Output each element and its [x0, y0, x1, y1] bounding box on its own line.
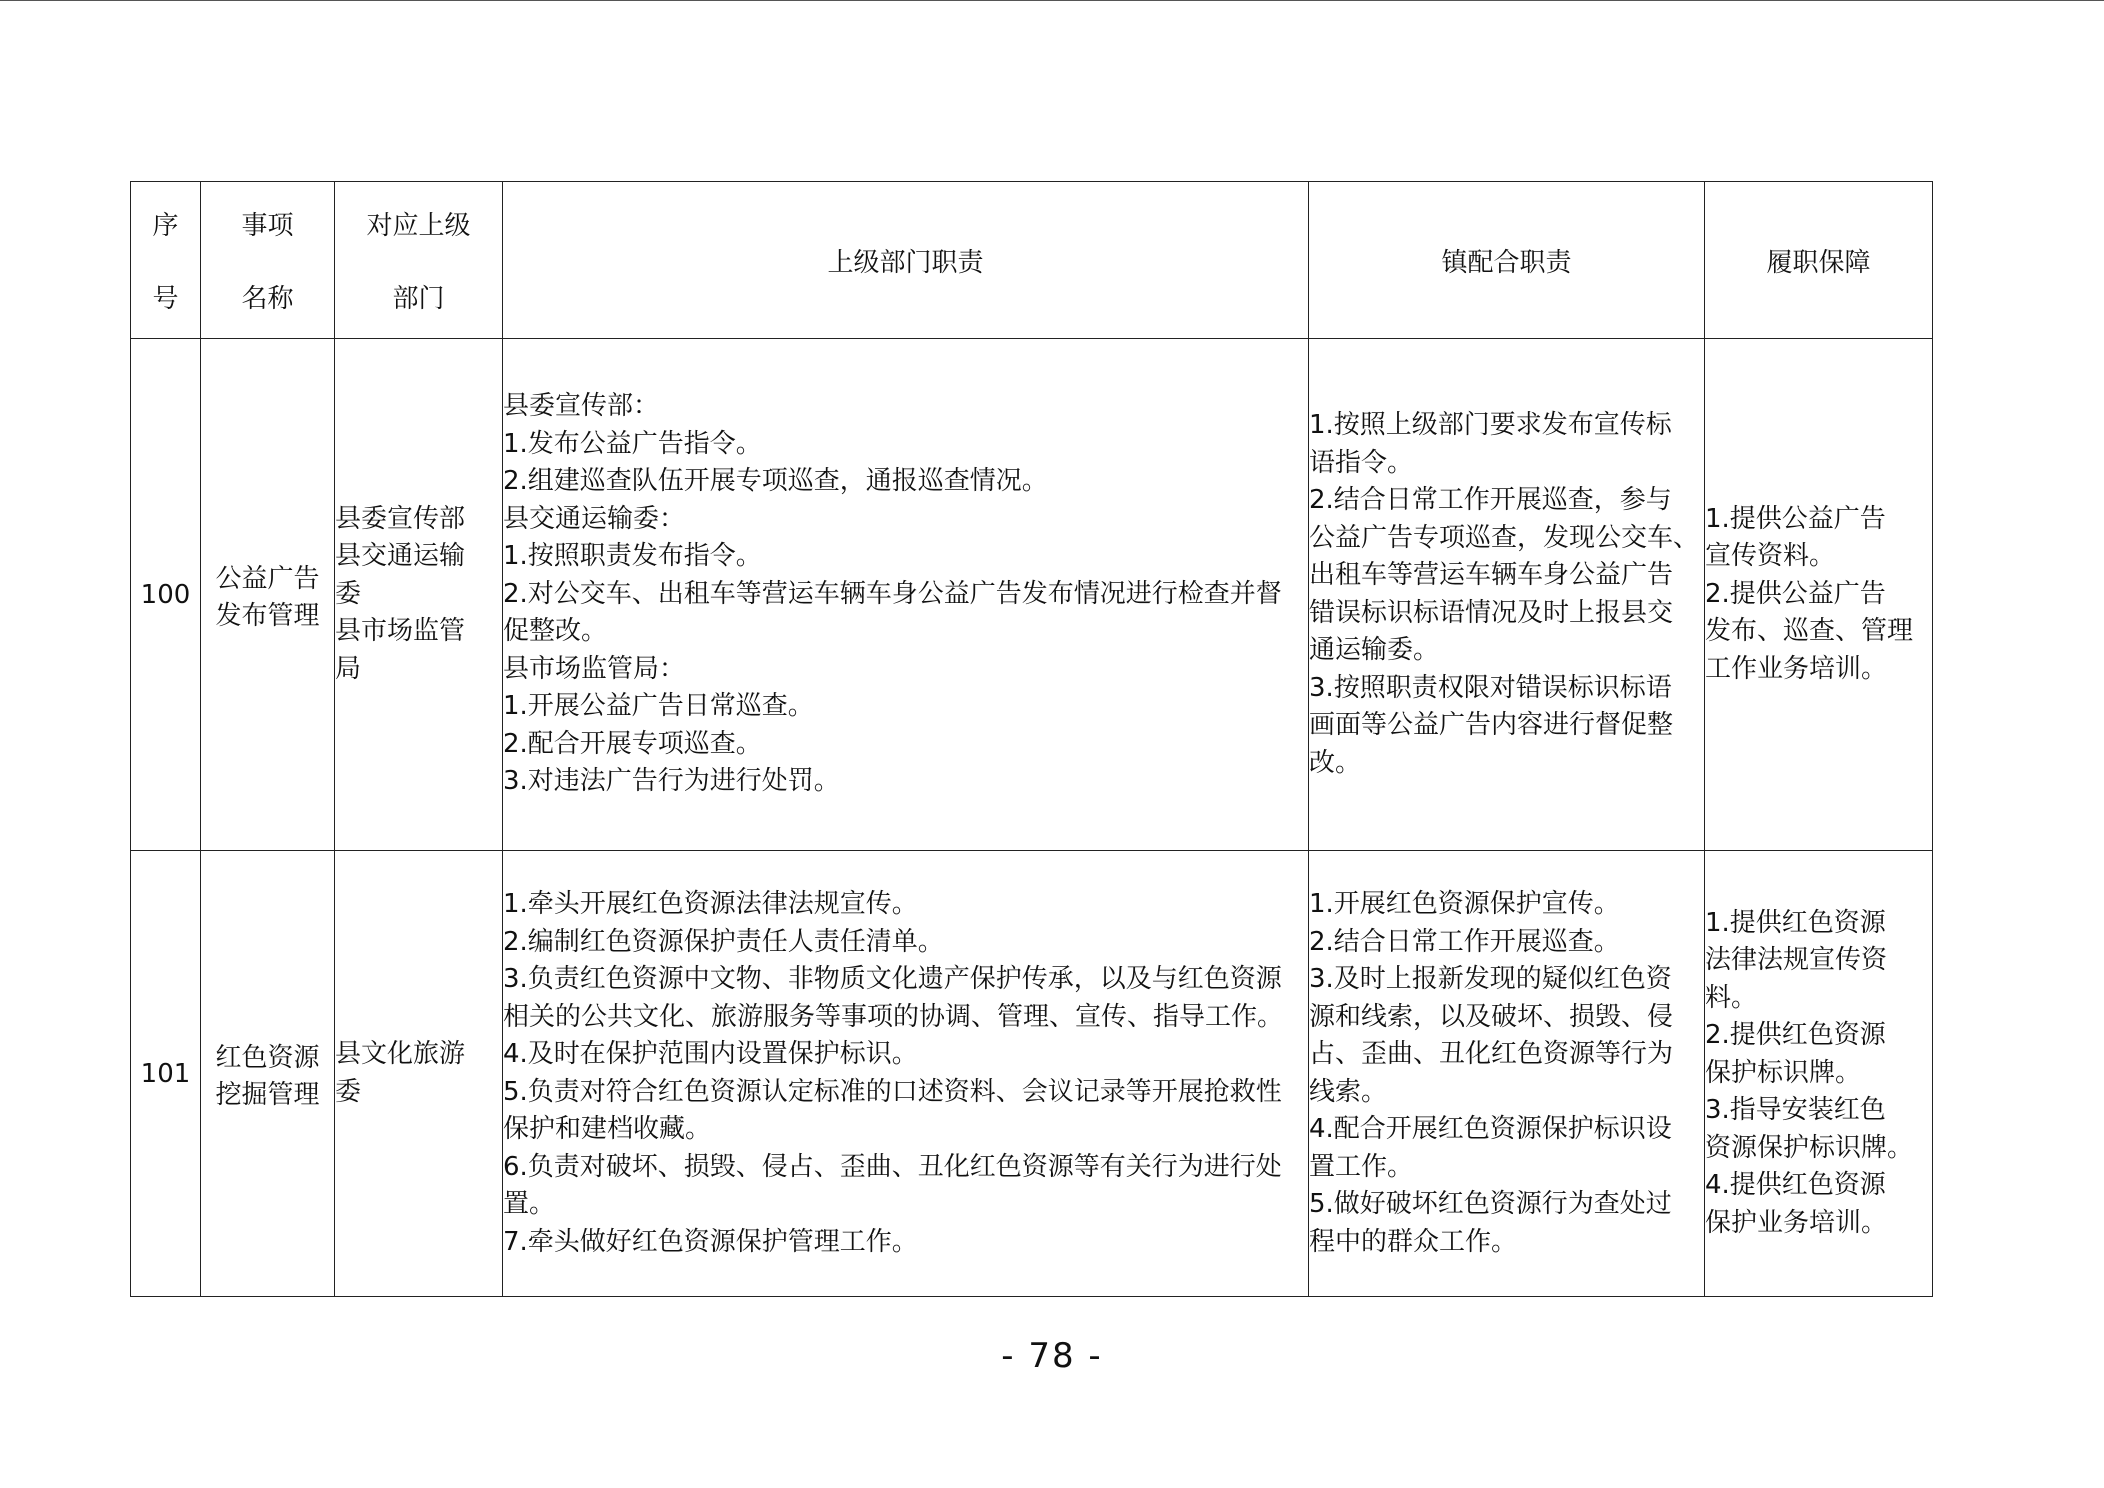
upper-duty-line: 县交通运输委： [503, 503, 686, 534]
upper-duty-line: 6.负责对破坏、损毁、侵占、歪曲、丑化红色资源等有关行为进行处 [503, 1151, 1282, 1182]
header-town-duties: 镇配合职责 [1309, 182, 1705, 339]
guarantee-line: 4.提供红色资源 [1705, 1170, 1886, 1201]
dept-line: 县委宣传部 [335, 503, 466, 534]
town-duty-line: 1.按照上级部门要求发布宣传标 [1309, 410, 1672, 440]
upper-duty-line: 1.牵头开展红色资源法律法规宣传。 [503, 889, 918, 919]
header-seq-line: 序 [152, 211, 179, 241]
town-duty-line: 4.配合开展红色资源保护标识设 [1309, 1114, 1672, 1144]
upper-duty-line: 1.开展公益广告日常巡查。 [503, 691, 814, 722]
town-duty-line: 语指令。 [1309, 447, 1414, 478]
upper-duty-line: 促整改。 [503, 616, 608, 647]
header-guarantee: 履职保障 [1705, 182, 1933, 339]
upper-duty-line: 3.负责红色资源中文物、非物质文化遗产保护传承，以及与红色资源 [503, 964, 1282, 994]
town-duty-line: 线索。 [1309, 1076, 1388, 1107]
upper-duty-line: 保护和建档收藏。 [503, 1114, 712, 1144]
item-name [201, 339, 335, 851]
guarantee-line: 发布、巡查、管理 [1705, 616, 1914, 647]
guarantee-line: 2.提供公益广告 [1705, 578, 1886, 609]
dept-line: 县交通运输 [335, 541, 466, 572]
upper-duty-line: 1.按照职责发布指令。 [503, 541, 762, 572]
town-duty-line: 出租车等营运车辆车身公益广告 [1309, 560, 1674, 590]
upper-duty-line: 2.组建巡查队伍开展专项巡查，通报巡查情况。 [503, 466, 1048, 497]
upper-duty-line: 置。 [503, 1189, 556, 1219]
town-duty-line: 3.及时上报新发现的疑似红色资 [1309, 964, 1672, 994]
header-item-line: 名称 [241, 284, 294, 314]
upper-duty-line: 3.对违法广告行为进行处罚。 [503, 766, 840, 797]
dept-cell [335, 339, 503, 851]
header-dept-line: 部门 [392, 284, 445, 314]
table-row [131, 851, 1933, 1297]
duty-table [130, 181, 1933, 1297]
town-duty-line: 2.结合日常工作开展巡查。 [1309, 926, 1620, 957]
item-name-line: 挖掘管理 [215, 1079, 320, 1110]
upper-duty-line: 2.配合开展专项巡查。 [503, 728, 762, 759]
header-seq [131, 182, 201, 339]
town-duty-line: 源和线索，以及破坏、损毁、侵 [1309, 1001, 1674, 1032]
town-duty-line: 错误标识标语情况及时上报县交 [1309, 597, 1674, 628]
item-name [201, 851, 335, 1297]
row-number: 101 [131, 851, 201, 1297]
upper-duty-line: 7.牵头做好红色资源保护管理工作。 [503, 1226, 918, 1257]
town-duty-line: 改。 [1309, 747, 1362, 778]
upper-duty-line: 县市场监管局： [503, 653, 686, 684]
top-border-line [0, 0, 2104, 1]
upper-duty-line: 5.负责对符合红色资源认定标准的口述资料、会议记录等开展抢救性 [503, 1076, 1282, 1107]
guarantee-line: 保护业务培训。 [1705, 1207, 1888, 1238]
town-duty-line: 通运输委。 [1309, 635, 1440, 665]
page-number: - 78 - [1001, 1336, 1103, 1376]
town-duties-cell [1309, 851, 1705, 1297]
header-dept [335, 182, 503, 339]
town-duties-cell [1309, 339, 1705, 851]
item-name-line: 红色资源 [215, 1042, 320, 1073]
guarantee-line: 宣传资料。 [1705, 541, 1836, 572]
item-name-line: 公益广告 [215, 563, 320, 594]
item-name-line: 发布管理 [215, 600, 320, 631]
guarantee-line: 1.提供红色资源 [1705, 907, 1886, 938]
dept-line: 委 [335, 1076, 362, 1107]
guarantee-line: 工作业务培训。 [1705, 653, 1888, 684]
town-duty-line: 5.做好破坏红色资源行为查处过 [1309, 1189, 1672, 1219]
table-row [131, 339, 1933, 851]
guarantee-line: 3.指导安装红色 [1705, 1095, 1886, 1126]
guarantee-cell [1705, 339, 1933, 851]
guarantee-line: 资源保护标识牌。 [1705, 1132, 1914, 1163]
dept-line: 县文化旅游 [335, 1039, 466, 1069]
upper-duty-line: 2.对公交车、出租车等营运车辆车身公益广告发布情况进行检查并督 [503, 578, 1282, 609]
guarantee-cell [1705, 851, 1933, 1297]
row-number: 100 [131, 339, 201, 851]
town-duty-line: 置工作。 [1309, 1151, 1414, 1182]
upper-duty-line: 县委宣传部： [503, 391, 660, 422]
town-duty-line: 2.结合日常工作开展巡查，参与 [1309, 485, 1672, 515]
header-item-name [201, 182, 335, 339]
upper-duties-cell [503, 339, 1309, 851]
upper-duty-line: 2.编制红色资源保护责任人责任清单。 [503, 926, 944, 957]
guarantee-line: 2.提供红色资源 [1705, 1020, 1886, 1051]
dept-line: 县市场监管 [335, 616, 466, 647]
town-duty-line: 1.开展红色资源保护宣传。 [1309, 889, 1620, 919]
dept-line: 委 [335, 578, 362, 609]
header-dept-line: 对应上级 [366, 211, 471, 241]
guarantee-line: 料。 [1705, 982, 1758, 1013]
guarantee-line: 1.提供公益广告 [1705, 503, 1886, 534]
town-duty-line: 公益广告专项巡查，发现公交车、 [1309, 522, 1700, 553]
dept-line: 局 [335, 653, 362, 684]
guarantee-line: 保护标识牌。 [1705, 1057, 1862, 1088]
upper-duty-line: 1.发布公益广告指令。 [503, 428, 762, 459]
town-duty-line: 占、歪曲、丑化红色资源等行为 [1309, 1039, 1674, 1069]
guarantee-line: 法律法规宣传资 [1705, 945, 1888, 976]
upper-duty-line: 相关的公共文化、旅游服务等事项的协调、管理、宣传、指导工作。 [503, 1001, 1284, 1032]
town-duty-line: 程中的群众工作。 [1309, 1226, 1518, 1257]
town-duty-line: 3.按照职责权限对错误标识标语 [1309, 672, 1672, 703]
table-header-row [131, 182, 1933, 339]
dept-cell [335, 851, 503, 1297]
upper-duty-line: 4.及时在保护范围内设置保护标识。 [503, 1039, 918, 1069]
header-upper-duties: 上级部门职责 [503, 182, 1309, 339]
header-seq-line: 号 [152, 284, 179, 314]
header-item-line: 事项 [241, 211, 294, 241]
upper-duties-cell [503, 851, 1309, 1297]
town-duty-line: 画面等公益广告内容进行督促整 [1309, 710, 1674, 740]
